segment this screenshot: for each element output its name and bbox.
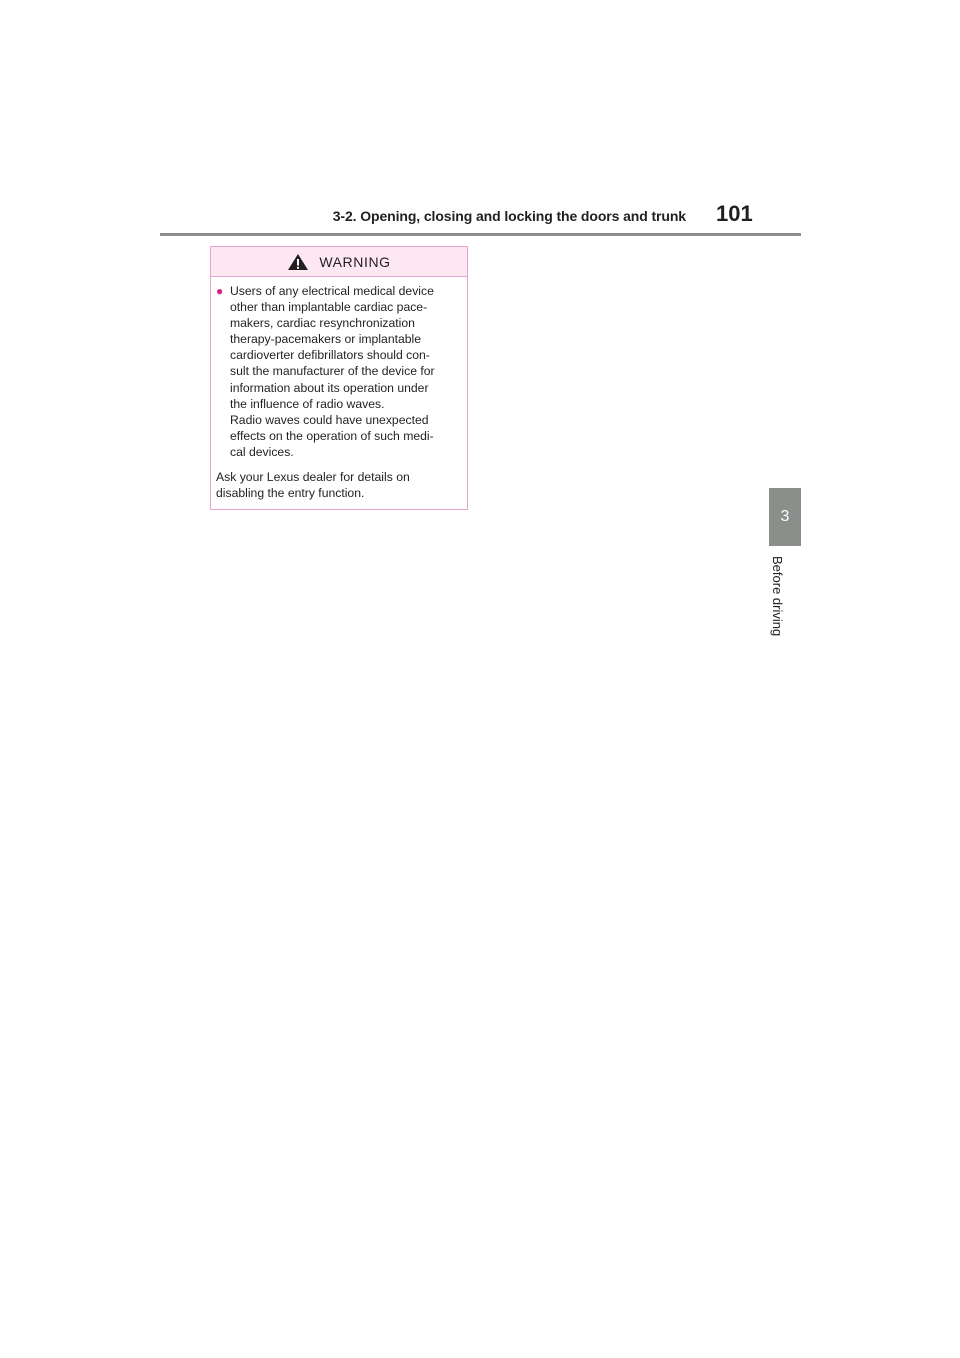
text-line: effects on the operation of such medi- xyxy=(230,428,434,443)
text-line: Radio waves could have unexpected xyxy=(230,412,429,427)
warning-bullet-text xyxy=(230,283,435,460)
text-line: information about its operation under xyxy=(230,380,429,395)
warning-header xyxy=(211,247,467,277)
bullet-dot-icon: ● xyxy=(216,284,224,298)
warning-body xyxy=(211,277,467,501)
warning-title: WARNING xyxy=(319,253,391,270)
text-line: disabling the entry function. xyxy=(216,486,365,501)
warning-box xyxy=(210,246,468,510)
chapter-label: Before driving xyxy=(770,556,785,637)
text-line: the influence of radio waves. xyxy=(230,396,385,411)
text-line: cal devices. xyxy=(230,444,294,459)
section-title: 3-2. Opening, closing and locking the doors and trunk xyxy=(332,208,686,224)
header-divider xyxy=(160,233,801,236)
page-number: 101 xyxy=(716,201,753,226)
warning-bullet-item xyxy=(216,283,461,460)
warning-triangle-icon xyxy=(287,253,309,271)
text-line: makers, cardiac resynchronization xyxy=(230,316,415,331)
text-line: cardioverter defibrillators should con- xyxy=(230,348,430,363)
text-line: therapy-pacemakers or implantable xyxy=(230,332,422,347)
chapter-number: 3 xyxy=(780,508,790,525)
text-line: Ask your Lexus dealer for details on xyxy=(216,470,410,485)
text-line: sult the manufacturer of the device for xyxy=(230,364,435,379)
chapter-tab xyxy=(769,488,801,546)
text-line: Users of any electrical medical device xyxy=(230,284,434,298)
warning-note xyxy=(216,469,461,501)
text-line: other than implantable cardiac pace- xyxy=(230,300,428,315)
